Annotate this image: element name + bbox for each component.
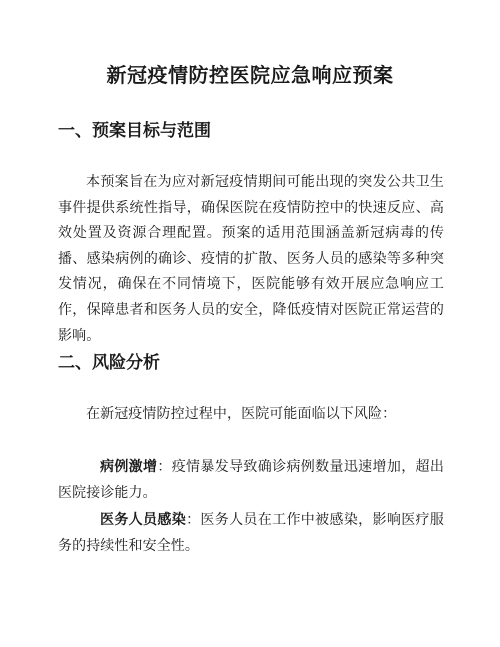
risk-item-staff-infection [58, 508, 444, 559]
section-heading-goals-scope: 一、预案目标与范围 [58, 121, 211, 141]
risk-item-case-surge [58, 455, 444, 506]
section-paragraph-goals-scope: 本预案旨在为应对新冠疫情期间可能出现的突发公共卫生事件提供系统性指导，确保医院在疫情防控中的快速反应、高效处置及资源合理配置。预案的适用范围涵盖新冠病毒的传播、感染病例的确诊、疫情的扩散、医务人员的感染等多种突发情况，确保在不同情境下，医院能够有效开展应急响应工作，保障患者和医务人员的安全，降低疫情对医院正常运营的影响。 [58, 174, 444, 344]
risk-item-text: ：医务人员在工作中被感染，影响医疗服务的持续性和安全性。 [58, 512, 444, 554]
section-intro-risk-analysis: 在新冠疫情防控过程中，医院可能面临以下风险： [86, 406, 397, 422]
document-title: 新冠疫情防控医院应急响应预案 [106, 63, 394, 87]
risk-item-text: ：疫情暴发导致确诊病例数量迅速增加，超出医院接诊能力。 [58, 459, 444, 501]
risk-item-label: 医务人员感染 [100, 512, 187, 528]
section-heading-risk-analysis: 二、风险分析 [58, 353, 160, 373]
risk-item-label: 病例激增 [100, 459, 158, 475]
